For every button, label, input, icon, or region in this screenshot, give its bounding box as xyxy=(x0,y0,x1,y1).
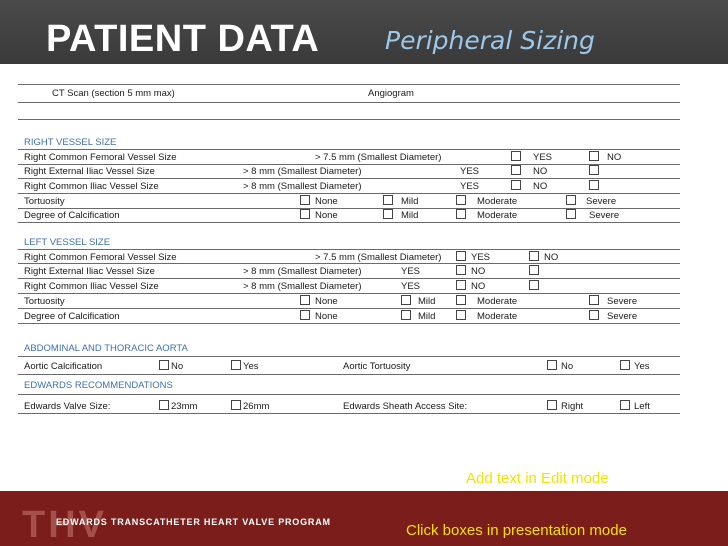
left-calcification-mild-checkbox[interactable] xyxy=(401,310,411,320)
row-divider xyxy=(18,193,680,194)
right-calcification-none-label: None xyxy=(315,210,338,221)
right-com-iliac-label: Right Common Iliac Vessel Size xyxy=(24,181,159,192)
aortic-calcification-label: Aortic Calcification xyxy=(24,361,103,372)
right-tortuosity-moderate-label: Moderate xyxy=(477,196,518,207)
left-tortuosity-none-label: None xyxy=(315,296,338,307)
left-tortuosity-label: Tortuosity xyxy=(24,296,65,307)
left-femoral-label: Right Common Femoral Vessel Size xyxy=(24,252,177,263)
row-divider xyxy=(18,222,680,223)
row-divider xyxy=(18,84,680,85)
right-tortuosity-severe-label: Severe xyxy=(586,196,617,207)
right-tortuosity-none-checkbox[interactable] xyxy=(300,195,310,205)
row-divider xyxy=(18,413,680,414)
row-divider xyxy=(18,374,680,375)
left-tortuosity-moderate-checkbox[interactable] xyxy=(456,295,466,305)
right-calcification-mild-checkbox[interactable] xyxy=(383,209,393,219)
thv-logo: THV xyxy=(22,504,107,546)
left-calcification-severe-checkbox[interactable] xyxy=(589,310,599,320)
left-tortuosity-moderate-label: Moderate xyxy=(477,296,518,307)
right-ext-iliac-criterion: > 8 mm (Smallest Diameter) xyxy=(243,166,362,177)
left-ext-iliac-yes-label: YES xyxy=(401,266,421,277)
row-divider xyxy=(18,278,680,279)
right-calcification-severe-label: Severe xyxy=(589,210,620,221)
sheath-left-checkbox[interactable] xyxy=(620,400,630,410)
sheath-left-label: Left xyxy=(634,401,650,412)
valve-size-23-label: 23mm xyxy=(171,401,198,412)
right-femoral-no-label: NO xyxy=(607,152,622,163)
right-tortuosity-label: Tortuosity xyxy=(24,196,65,207)
aorta-heading: ABDOMINAL AND THORACIC AORTA xyxy=(24,343,188,354)
left-calcification-none-label: None xyxy=(315,311,338,322)
left-ext-iliac-no-checkbox[interactable] xyxy=(529,265,539,275)
left-com-iliac-yes-label: YES xyxy=(401,281,421,292)
left-ext-iliac-criterion: > 8 mm (Smallest Diameter) xyxy=(243,266,362,277)
edit-mode-note: Add text in Edit mode xyxy=(466,470,609,487)
row-divider xyxy=(18,178,680,179)
right-tortuosity-mild-label: Mild xyxy=(401,196,419,207)
left-com-iliac-no-label: NO xyxy=(471,281,486,292)
right-calcification-moderate-checkbox[interactable] xyxy=(456,209,466,219)
left-calcification-severe-label: Severe xyxy=(607,311,638,322)
left-ext-iliac-label: Right External Iliac Vessel Size xyxy=(24,266,155,277)
left-femoral-no-label: NO xyxy=(544,252,559,263)
right-femoral-no-checkbox[interactable] xyxy=(589,151,599,161)
right-com-iliac-no-checkbox[interactable] xyxy=(589,180,599,190)
left-calcification-mild-label: Mild xyxy=(418,311,436,322)
aortic-calcification-no-checkbox[interactable] xyxy=(159,360,169,370)
sheath-right-label: Right xyxy=(561,401,584,412)
valve-size-26-checkbox[interactable] xyxy=(231,400,241,410)
angiogram-label: Angiogram xyxy=(368,88,414,99)
aortic-tortuosity-yes-checkbox[interactable] xyxy=(620,360,630,370)
right-com-iliac-no-label: NO xyxy=(533,181,548,192)
right-femoral-label: Right Common Femoral Vessel Size xyxy=(24,152,177,163)
left-femoral-criterion: > 7.5 mm (Smallest Diameter) xyxy=(315,252,442,263)
row-divider xyxy=(18,356,680,357)
aortic-calcification-yes-label: Yes xyxy=(243,361,259,372)
left-tortuosity-mild-label: Mild xyxy=(418,296,436,307)
row-divider xyxy=(18,208,680,209)
right-vessel-heading: RIGHT VESSEL SIZE xyxy=(24,137,117,148)
edwards-heading: EDWARDS RECOMMENDATIONS xyxy=(24,380,173,391)
aortic-tortuosity-no-checkbox[interactable] xyxy=(547,360,557,370)
right-tortuosity-mild-checkbox[interactable] xyxy=(383,195,393,205)
right-femoral-yes-label: YES xyxy=(533,152,553,163)
right-com-iliac-yes-checkbox[interactable] xyxy=(511,180,521,190)
left-calcification-moderate-checkbox[interactable] xyxy=(456,310,466,320)
right-ext-iliac-yes-label: YES xyxy=(460,166,480,177)
aortic-tortuosity-yes-label: Yes xyxy=(634,361,650,372)
left-femoral-yes-checkbox[interactable] xyxy=(456,251,466,261)
row-divider xyxy=(18,394,680,395)
valve-size-23-checkbox[interactable] xyxy=(159,400,169,410)
left-tortuosity-severe-label: Severe xyxy=(607,296,638,307)
left-com-iliac-label: Right Common Iliac Vessel Size xyxy=(24,281,159,292)
left-ext-iliac-yes-checkbox[interactable] xyxy=(456,265,466,275)
right-calcification-none-checkbox[interactable] xyxy=(300,209,310,219)
valve-size-26-label: 26mm xyxy=(243,401,270,412)
aortic-calcification-yes-checkbox[interactable] xyxy=(231,360,241,370)
presentation-mode-note: Click boxes in presentation mode xyxy=(406,522,627,539)
right-calcification-mild-label: Mild xyxy=(401,210,419,221)
row-divider xyxy=(18,308,680,309)
aortic-calcification-no-label: No xyxy=(171,361,184,372)
right-ext-iliac-yes-checkbox[interactable] xyxy=(511,165,521,175)
right-ext-iliac-label: Right External Iliac Vessel Size xyxy=(24,166,155,177)
left-calcification-none-checkbox[interactable] xyxy=(300,310,310,320)
right-calcification-severe-checkbox[interactable] xyxy=(566,209,576,219)
row-divider xyxy=(18,149,680,150)
left-tortuosity-none-checkbox[interactable] xyxy=(300,295,310,305)
aortic-tortuosity-label: Aortic Tortuosity xyxy=(343,361,411,372)
left-vessel-heading: LEFT VESSEL SIZE xyxy=(24,237,111,248)
valve-size-label: Edwards Valve Size: xyxy=(24,401,111,412)
left-calcification-moderate-label: Moderate xyxy=(477,311,518,322)
sheath-access-label: Edwards Sheath Access Site: xyxy=(343,401,468,412)
page-title: PATIENT DATA xyxy=(46,18,320,60)
row-divider xyxy=(18,119,680,120)
ct-scan-label: CT Scan (section 5 mm max) xyxy=(52,88,175,99)
right-calcification-label: Degree of Calcification xyxy=(24,210,120,221)
left-calcification-label: Degree of Calcification xyxy=(24,311,120,322)
program-name: EDWARDS TRANSCATHETER HEART VALVE PROGRAM xyxy=(56,517,331,527)
right-ext-iliac-no-checkbox[interactable] xyxy=(589,165,599,175)
left-femoral-no-checkbox[interactable] xyxy=(529,251,539,261)
right-tortuosity-moderate-checkbox[interactable] xyxy=(456,195,466,205)
page-subtitle: Peripheral Sizing xyxy=(385,26,595,55)
left-ext-iliac-no-label: NO xyxy=(471,266,486,277)
left-com-iliac-criterion: > 8 mm (Smallest Diameter) xyxy=(243,281,362,292)
sheath-right-checkbox[interactable] xyxy=(547,400,557,410)
row-divider xyxy=(18,293,680,294)
left-com-iliac-no-checkbox[interactable] xyxy=(529,280,539,290)
right-femoral-yes-checkbox[interactable] xyxy=(511,151,521,161)
left-tortuosity-mild-checkbox[interactable] xyxy=(401,295,411,305)
right-tortuosity-none-label: None xyxy=(315,196,338,207)
left-femoral-yes-label: YES xyxy=(471,252,491,263)
aortic-tortuosity-no-label: No xyxy=(561,361,574,372)
right-com-iliac-criterion: > 8 mm (Smallest Diameter) xyxy=(243,181,362,192)
left-tortuosity-severe-checkbox[interactable] xyxy=(589,295,599,305)
row-divider xyxy=(18,249,680,250)
row-divider xyxy=(18,102,680,103)
right-tortuosity-severe-checkbox[interactable] xyxy=(566,195,576,205)
row-divider xyxy=(18,164,680,165)
right-ext-iliac-no-label: NO xyxy=(533,166,548,177)
row-divider xyxy=(18,323,680,324)
right-com-iliac-yes-label: YES xyxy=(460,181,480,192)
right-femoral-criterion: > 7.5 mm (Smallest Diameter) xyxy=(315,152,442,163)
left-com-iliac-yes-checkbox[interactable] xyxy=(456,280,466,290)
right-calcification-moderate-label: Moderate xyxy=(477,210,518,221)
